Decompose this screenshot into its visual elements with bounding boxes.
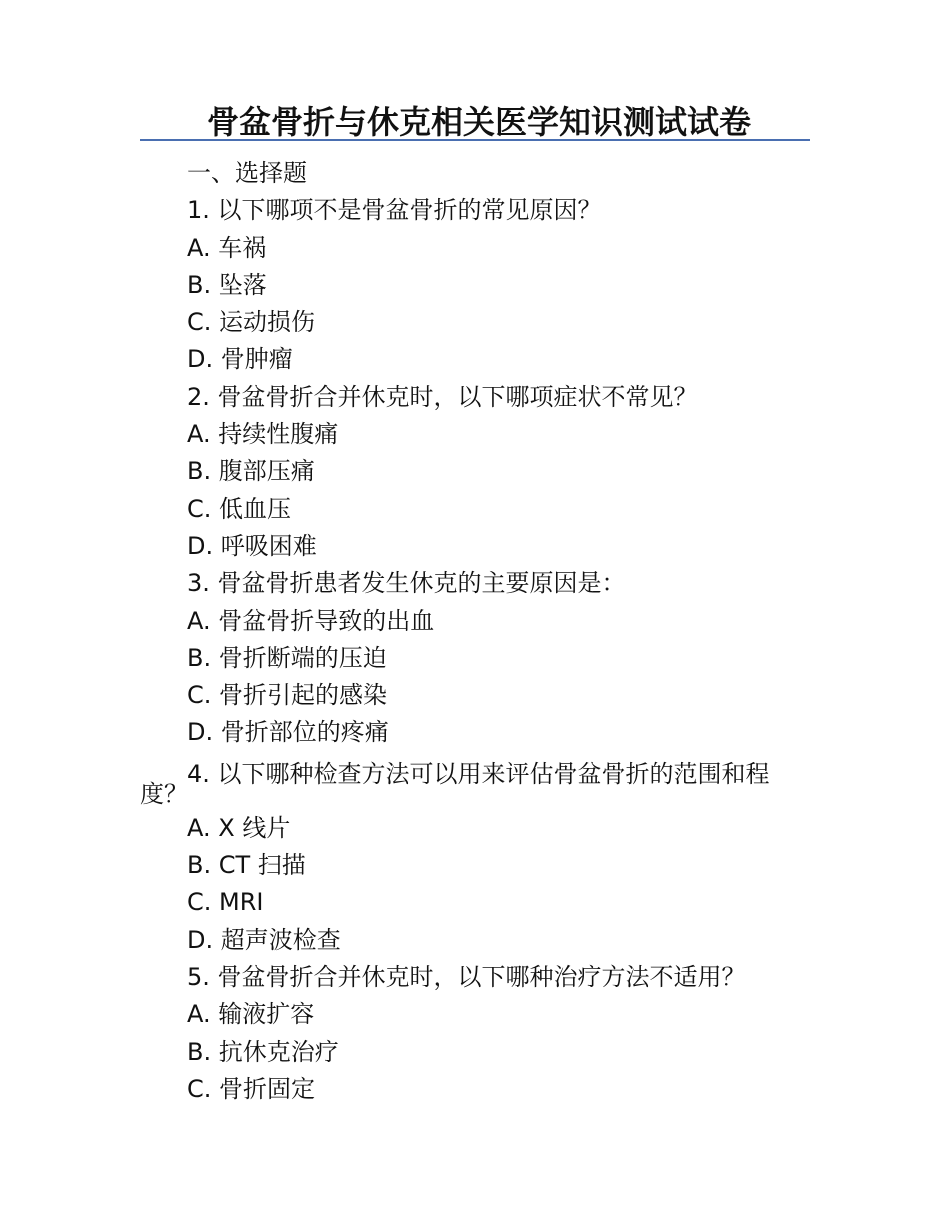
option-4b: B. CT 扫描 [187,851,306,880]
option-3a: A. 骨盆骨折导致的出血 [187,606,435,635]
option-2d: D. 呼吸困难 [187,531,317,560]
option-3b: B. 骨折断端的压迫 [187,643,387,672]
option-5c: C. 骨折固定 [187,1074,316,1103]
option-5b: B. 抗休克治疗 [187,1037,339,1066]
option-1a: A. 车祸 [187,233,267,262]
title-underline [140,139,810,141]
option-3c: C. 骨折引起的感染 [187,681,388,710]
option-4a: A. X 线片 [187,813,291,842]
option-1b: B. 坠落 [187,270,267,299]
document-title: 骨盆骨折与休克相关医学知识测试试卷 [207,103,752,141]
option-1d: D. 骨肿瘤 [187,345,293,374]
option-3d: D. 骨折部位的疼痛 [187,718,389,747]
option-5a: A. 输液扩容 [187,1000,315,1029]
question-5: 5. 骨盆骨折合并休克时，以下哪种治疗方法不适用？ [187,962,746,991]
option-2a: A. 持续性腹痛 [187,420,339,449]
question-2: 2. 骨盆骨折合并休克时，以下哪项症状不常见？ [187,382,698,411]
section-heading: 一、选择题 [187,159,307,187]
option-1c: C. 运动损伤 [187,308,316,337]
question-1: 1. 以下哪项不是骨盆骨折的常见原因？ [187,196,602,225]
option-2c: C. 低血压 [187,494,292,523]
question-3: 3. 骨盆骨折患者发生休克的主要原因是： [187,569,626,598]
option-4d: D. 超声波检查 [187,925,341,954]
question-4: 4. 以下哪种检查方法可以用来评估骨盆骨折的范围和程度？ [140,759,770,808]
question-list [140,155,827,1108]
option-4c: C. MRI [187,888,264,917]
option-2b: B. 腹部压痛 [187,457,315,486]
